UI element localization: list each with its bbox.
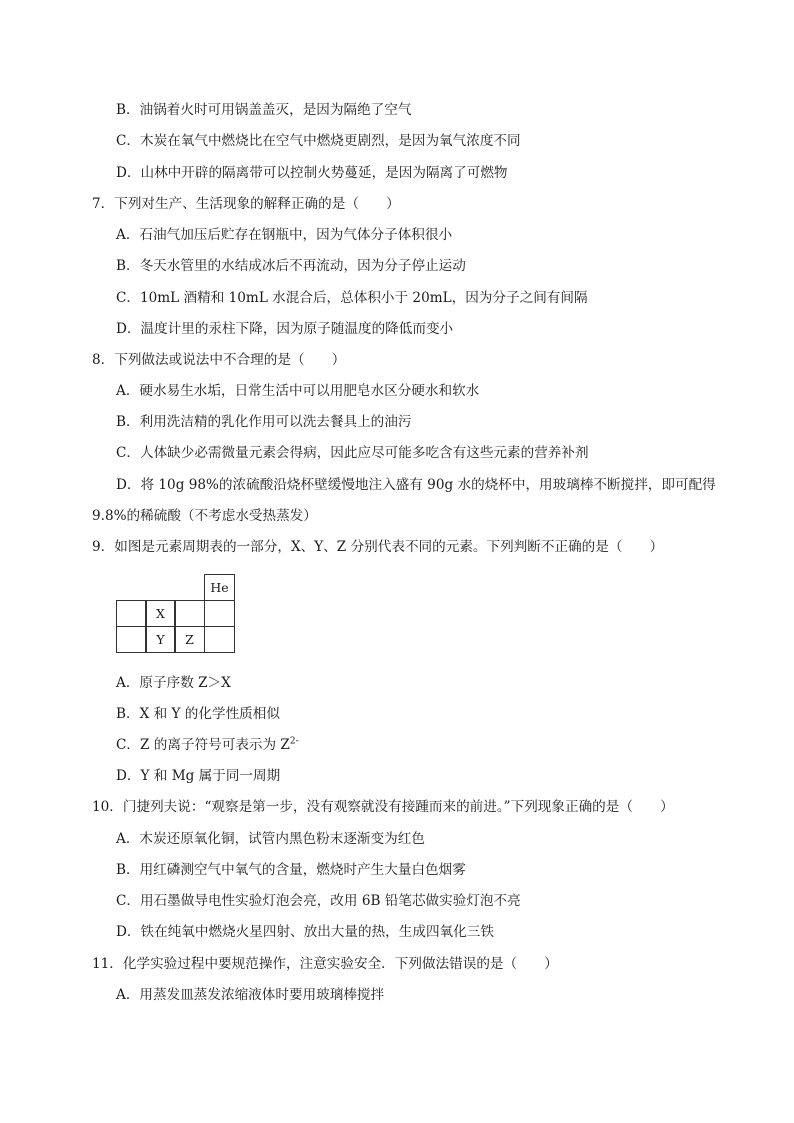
q7-stem: 7．下列对生产、生活现象的解释正确的是（ ） [92, 196, 400, 212]
q10-option-a: A．木炭还原氧化铜，试管内黑色粉末逐渐变为红色 [116, 831, 425, 847]
q9-option-d: D．Y 和 Mg 属于同一周期 [116, 768, 281, 784]
q9-option-c [116, 736, 299, 754]
cell-y: Y [145, 626, 176, 653]
q10-stem: 10．门捷列夫说：“观察是第一步，没有观察就没有接踵而来的前进。”下列现象正确的是（ ） [92, 799, 674, 815]
q9-stem: 9．如图是元素周期表的一部分，X、Y、Z 分别代表不同的元素。下列判断不正确的是（ ） [92, 539, 664, 555]
q11-option-a: A．用蒸发皿蒸发浓缩液体时要用玻璃棒搅拌 [116, 987, 385, 1003]
cell-empty-1 [116, 600, 147, 627]
q9-option-c-superscript: 2- [289, 736, 299, 747]
q8-option-d-line1: D．将 10g 98%的浓硫酸沿烧杯壁缓慢地注入盛有 90g 水的烧杯中，用玻璃棒不断搅拌，即可配得 [116, 477, 716, 493]
q8-stem: 8．下列做法或说法中不合理的是（ ） [92, 352, 346, 368]
q10-option-d: D．铁在纯氧中燃烧火星四射、放出大量的热，生成四氧化三铁 [116, 924, 494, 940]
q8-option-b: B．利用洗洁精的乳化作用可以洗去餐具上的油污 [116, 414, 412, 430]
cell-empty-5 [204, 626, 235, 653]
cell-empty-2 [174, 600, 205, 627]
q7-option-d: D．温度计里的汞柱下降，因为原子随温度的降低而变小 [116, 321, 454, 337]
cell-he: He [204, 574, 235, 601]
cell-z: Z [174, 626, 205, 653]
q9-option-b: B．X 和 Y 的化学性质相似 [116, 706, 280, 722]
cell-empty-3 [204, 600, 235, 627]
q9-option-c-text: C．Z 的离子符号可表示为 Z [116, 737, 290, 753]
periodic-table-fragment [116, 574, 236, 654]
cell-x: X [145, 600, 176, 627]
q11-stem: 11．化学实验过程中要规范操作，注意实验安全．下列做法错误的是（ ） [92, 956, 558, 972]
q8-option-c: C．人体缺少必需微量元素会得病，因此应尽可能多吃含有这些元素的营养补剂 [116, 445, 589, 461]
q7-option-c: C．10mL 酒精和 10mL 水混合后，总体积小于 20mL，因为分子之间有间隔 [116, 290, 588, 306]
q9-option-a: A．原子序数 Z＞X [116, 675, 231, 691]
q8-option-d-line2: 9.8%的稀硫酸（不考虑水受热蒸发） [92, 508, 317, 524]
q7-option-b: B．冬天水管里的水结成冰后不再流动，因为分子停止运动 [116, 258, 466, 274]
cell-empty-4 [116, 626, 147, 653]
q10-option-c: C．用石墨做导电性实验灯泡会亮，改用 6B 铅笔芯做实验灯泡不亮 [116, 893, 521, 909]
q7-option-a: A．石油气加压后贮存在钢瓶中，因为气体分子体积很小 [116, 227, 453, 243]
q10-option-b: B．用红磷测空气中氧气的含量，燃烧时产生大量白色烟雾 [116, 862, 466, 878]
q6-option-c: C．木炭在氧气中燃烧比在空气中燃烧更剧烈，是因为氧气浓度不同 [116, 133, 521, 149]
q6-option-b: B．油锅着火时可用锅盖盖灭，是因为隔绝了空气 [116, 102, 412, 118]
q6-option-d: D．山林中开辟的隔离带可以控制火势蔓延，是因为隔离了可燃物 [116, 165, 508, 181]
q8-option-a: A．硬水易生水垢，日常生活中可以用肥皂水区分硬水和软水 [116, 383, 480, 399]
